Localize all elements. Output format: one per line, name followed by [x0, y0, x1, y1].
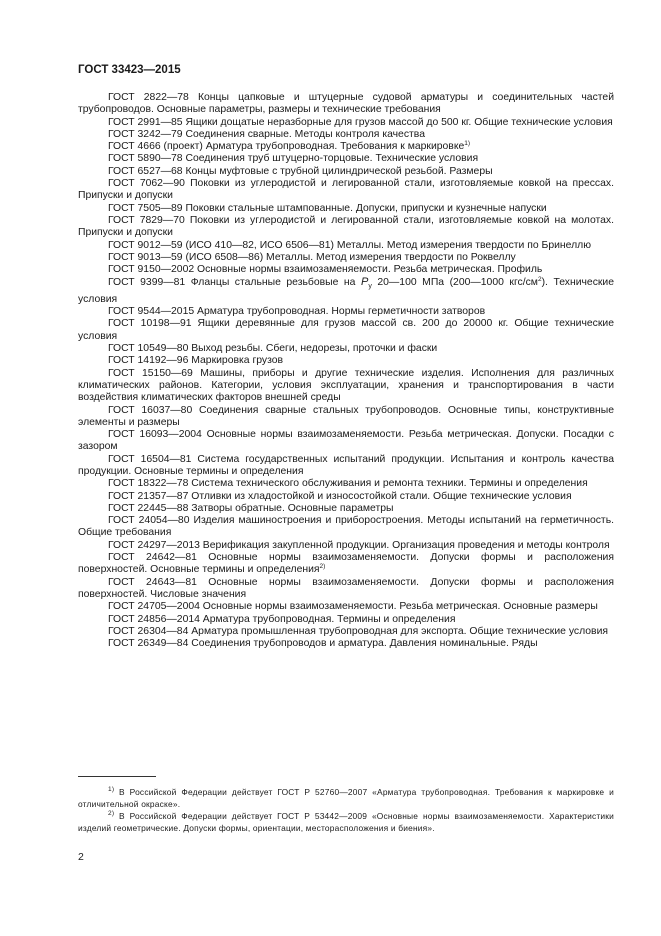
footnote-mark: 1) [108, 786, 115, 793]
footnote-divider [78, 776, 156, 777]
reference-entry: ГОСТ 7062—90 Поковки из углеродистой и легированной стали, изготовляемые ковкой на прессах. Припуски и допуски [78, 178, 614, 202]
reference-entry: ГОСТ 16504—81 Система государственных испытаний продукции. Испытания и контроль качества продукции. Основные термины и определения [78, 453, 614, 477]
reference-entry: ГОСТ 10198—91 Ящики деревянные для грузов массой св. 200 до 20000 кг. Общие технические условия [78, 318, 614, 342]
reference-entry: ГОСТ 6527—68 Концы муфтовые с трубной цилиндрической резьбой. Размеры [108, 165, 493, 177]
reference-entry: ГОСТ 24642—81 Основные нормы взаимозаменяемости. Допуски формы и расположения поверхностей. Основные термины и определения$^{2)}$ [78, 552, 614, 576]
reference-entry: ГОСТ 3242—79 Соединения сварные. Методы контроля качества [108, 128, 425, 140]
reference-entry: ГОСТ 22445—88 Затворы обратные. Основные параметры [108, 502, 394, 514]
pressure-symbol: P [360, 276, 369, 289]
reference-entry: ГОСТ 9150—2002 Основные нормы взаимозаменяемости. Резьба метрическая. Профиль [108, 264, 543, 276]
footnote: $^{2)}$ В Российской Федерации действует ГОСТ Р 53442—2009 «Основные нормы взаимозаменяемости. Характеристики изделий геометрические. Допуски формы, ориентации, месторасположения и биения». [78, 810, 614, 833]
reference-entry: ГОСТ 26349—84 Соединения трубопроводов и арматура. Давления номинальные. Ряды [108, 638, 538, 650]
footnotes [78, 786, 614, 834]
reference-entry: ГОСТ 21357—87 Отливки из хладостойкой и износостойкой стали. Общие технические условия [108, 490, 572, 502]
reference-entry: ГОСТ 18322—78 Система технического обслуживания и ремонта техники. Термины и определения [108, 478, 588, 490]
footnote-ref: 1) [464, 140, 471, 148]
reference-entry: ГОСТ 9013—59 (ИСО 6508—86) Металлы. Метод измерения твердости по Роквеллу [108, 251, 516, 263]
reference-entry: ГОСТ 24297—2013 Верификация закупленной продукции. Организация проведения и методы контроля [108, 539, 610, 551]
reference-entry: ГОСТ 2991—85 Ящики дощатые неразборные для грузов массой до 500 кг. Общие технические условия [108, 116, 613, 128]
reference-entry: ГОСТ 9399—81 Фланцы стальные резьбовые на $P_y$ 20—100 МПа (200—1000 кгс/$см^2$). Технические условия [78, 276, 615, 305]
reference-entry: ГОСТ 7829—70 Поковки из углеродистой и легированной стали, изготовляемые ковкой на молотах. Припуски и допуски [78, 214, 614, 239]
reference-entry: ГОСТ 4666 (проект) Арматура трубопроводная. Требования к маркировке$^{1)}$ [108, 140, 471, 153]
reference-entry: ГОСТ 2822—78 Концы цапковые и штуцерные судовой арматуры и соединительных частей трубопроводов. Основные параметры, размеры и технические требования [78, 92, 614, 116]
footnote: $^{1)}$ В Российской Федерации действует ГОСТ Р 52760—2007 «Арматура трубопроводная. Требования к маркировке и отличительной окраске». [78, 786, 614, 809]
reference-entry: ГОСТ 7505—89 Поковки стальные штампованные. Допуски, припуски и кузнечные напуски [108, 202, 547, 214]
reference-entry: ГОСТ 26304—84 Арматура промышленная трубопроводная для экспорта. Общие технические условия [108, 625, 609, 637]
reference-entry: ГОСТ 14192—96 Маркировка грузов [108, 355, 284, 367]
normative-references-list [78, 92, 614, 650]
reference-entry: ГОСТ 16093—2004 Основные нормы взаимозаменяемости. Резьба метрическая. Допуски. Посадки с зазором [78, 429, 614, 453]
reference-entry: ГОСТ 9012—59 (ИСО 410—82, ИСО 6506—81) Металлы. Метод измерения твердости по Бринеллю [108, 239, 592, 251]
reference-entry: ГОСТ 24705—2004 Основные нормы взаимозаменяемости. Резьба метрическая. Основные размеры [108, 601, 598, 613]
reference-entry: ГОСТ 16037—80 Соединения сварные стальных трубопроводов. Основные типы, конструктивные элементы и размеры [78, 404, 614, 428]
reference-entry: ГОСТ 24054—80 Изделия машиностроения и приборостроения. Методы испытаний на герметичность. Общие требования [78, 515, 614, 539]
reference-entry: ГОСТ 10549—80 Выход резьбы. Сбеги, недорезы, проточки и фаски [108, 343, 438, 355]
pressure-subscript: y [368, 283, 372, 291]
page-number: 2 [78, 851, 84, 863]
reference-entry: ГОСТ 5890—78 Соединения труб штуцерно-торцовые. Технические условия [108, 153, 479, 165]
reference-entry: ГОСТ 24856—2014 Арматура трубопроводная. Термины и определения [108, 613, 456, 625]
document-header: ГОСТ 33423—2015 [78, 64, 181, 76]
power-superscript: 2 [537, 276, 542, 284]
footnote-ref: 2) [319, 563, 326, 571]
footnote-mark: 2) [108, 810, 115, 817]
reference-entry: ГОСТ 24643—81 Основные нормы взаимозаменяемости. Допуски формы и расположения поверхностей. Числовые значения [78, 576, 614, 600]
reference-entry: ГОСТ 15150—69 Машины, приборы и другие технические изделия. Исполнения для различных климатических районов. Категории, условия эксплуатации, хранения и транспортирования в части воздействия климатических факторов внешней среды [78, 367, 614, 404]
reference-entry: ГОСТ 9544—2015 Арматура трубопроводная. Нормы герметичности затворов [108, 306, 486, 318]
